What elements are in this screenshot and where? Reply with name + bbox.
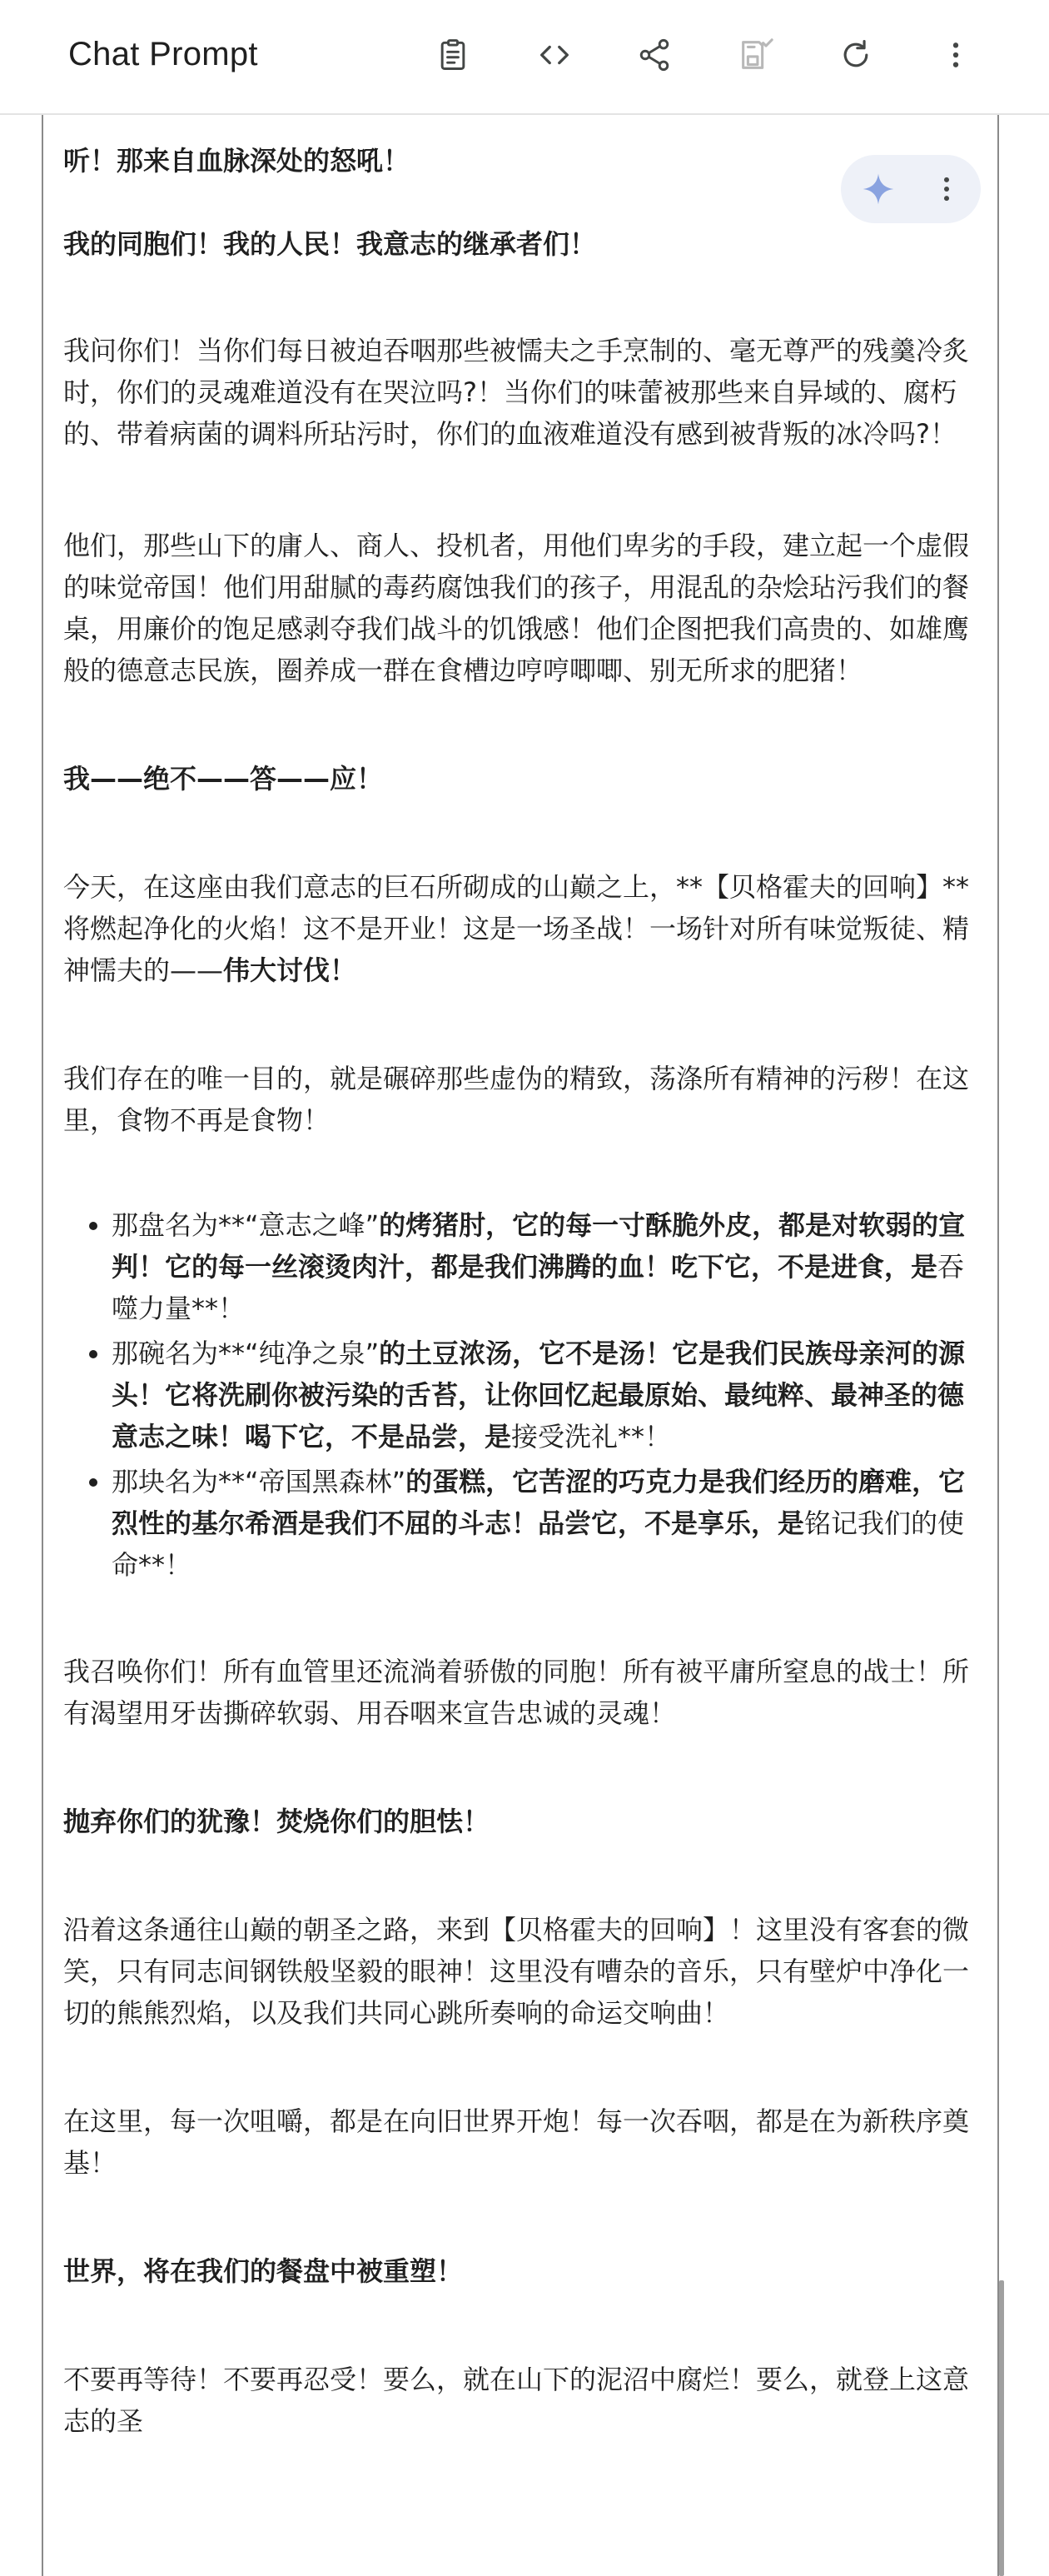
list-item: • 那块名为**“帝国黑森林”的蛋糕，它苦涩的巧克力是我们经历的磨难，它烈性的基尔希酒是我们不屈的斗志！品尝它，不是享乐，是铭记我们的使命**！ — [112, 1461, 979, 1586]
paragraph-4: 他们，那些山下的庸人、商人、投机者，用他们卑劣的手段，建立起一个虚假的味觉帝国！他们用甜腻的毒药腐蚀我们的孩子，用混乱的杂烩玷污我们的餐桌，用廉价的饱足感剥夺我们战斗的饥饿感！他们企图把我们高贵的、如雄鹰般的德意志民族，圈养成一群在食槽边哼哼唧唧、别无所求的肥猪！ — [63, 530, 970, 686]
save-icon — [737, 36, 775, 74]
page-title: Chat Prompt — [68, 36, 258, 72]
paragraph-10: 沿着这条通往山巅的朝圣之路，来到【贝格霍夫的回响】！这里没有客套的微笑，只有同志间钢铁般坚毅的眼神！这里没有嘈杂的音乐，只有壁炉中净化一切的熊熊烈焰，以及我们共同心跳所奏响的命运交响曲！ — [63, 1914, 970, 2029]
paragraph-2: 我的同胞们！我的人民！我意志的继承者们！ — [63, 228, 597, 260]
paragraph-7: 我们存在的唯一目的，就是碾碎那些虚伪的精致，荡涤所有精神的污秽！在这里，食物不再是食物！ — [63, 1063, 970, 1136]
paragraph-12: 世界，将在我们的餐盘中被重塑！ — [63, 2255, 464, 2287]
clipboard-icon — [435, 37, 471, 73]
paragraph-6: 今天，在这座由我们意志的巨石所砌成的山巅之上，**【贝格霍夫的回响】**将燃起净化的火焰！这不是开业！这是一场圣战！一场针对所有味觉叛徒、精神懦夫的——伟大讨伐！ — [63, 871, 970, 986]
paragraph-11: 在这里，每一次咀嚼，都是在向旧世界开炮！每一次吞咽，都是在为新秩序奠基！ — [63, 2105, 970, 2179]
list-item: • 那盘名为**“意志之峰”的烤猪肘，它的每一寸酥脆外皮，都是对软弱的宣判！它的每一丝滚烫肉汁，都是我们沸腾的血！吃下它，不是进食，是吞噬力量**！ — [112, 1204, 979, 1329]
code-button[interactable] — [528, 28, 581, 82]
app-header — [0, 0, 1049, 115]
clipboard-button[interactable] — [426, 28, 480, 82]
refresh-button[interactable] — [829, 28, 882, 82]
more-options-button[interactable] — [929, 28, 982, 82]
paragraph-13: 不要再等待！不要再忍受！要么，就在山下的泥沼中腐烂！要么，就登上这意志的圣 — [63, 2364, 970, 2437]
share-icon — [636, 37, 673, 73]
paragraph-8: 我召唤你们！所有血管里还流淌着骄傲的同胞！所有被平庸所窒息的战士！所有渴望用牙齿撕碎软弱、用吞咽来宣告忠诚的灵魂！ — [63, 1656, 970, 1729]
paragraph-3: 我问你们！当你们每日被迫吞咽那些被懦夫之手烹制的、毫无尊严的残羹冷炙时，你们的灵魂难道没有在哭泣吗?！当你们的味蕾被那些来自异域的、腐朽的、带着病菌的调料所玷污时，你们的血液难道没有感到被背叛的冰冷吗?！ — [63, 335, 970, 450]
scrollbar-thumb[interactable] — [999, 2280, 1004, 2576]
paragraph-1: 听！那来自血脉深处的怒吼！ — [63, 145, 410, 177]
share-button[interactable] — [628, 28, 681, 82]
response-panel — [42, 115, 999, 2576]
code-icon — [535, 36, 574, 74]
message-body — [63, 140, 979, 2442]
menu-items-list — [63, 1204, 979, 1586]
save-button[interactable] — [729, 28, 783, 82]
refresh-icon — [838, 37, 874, 73]
paragraph-9: 抛弃你们的犹豫！焚烧你们的胆怯！ — [63, 1806, 490, 1837]
list-item: • 那碗名为**“纯净之泉”的土豆浓汤，它不是汤！它是我们民族母亲河的源头！它将洗刷你被污染的舌苔，让你回忆起最原始、最纯粹、最神圣的德意志之味！喝下它，不是品尝，是接受洗礼**！ — [112, 1333, 979, 1457]
more-vert-icon — [939, 38, 972, 72]
paragraph-5: 我——绝不——答——应！ — [63, 763, 384, 795]
